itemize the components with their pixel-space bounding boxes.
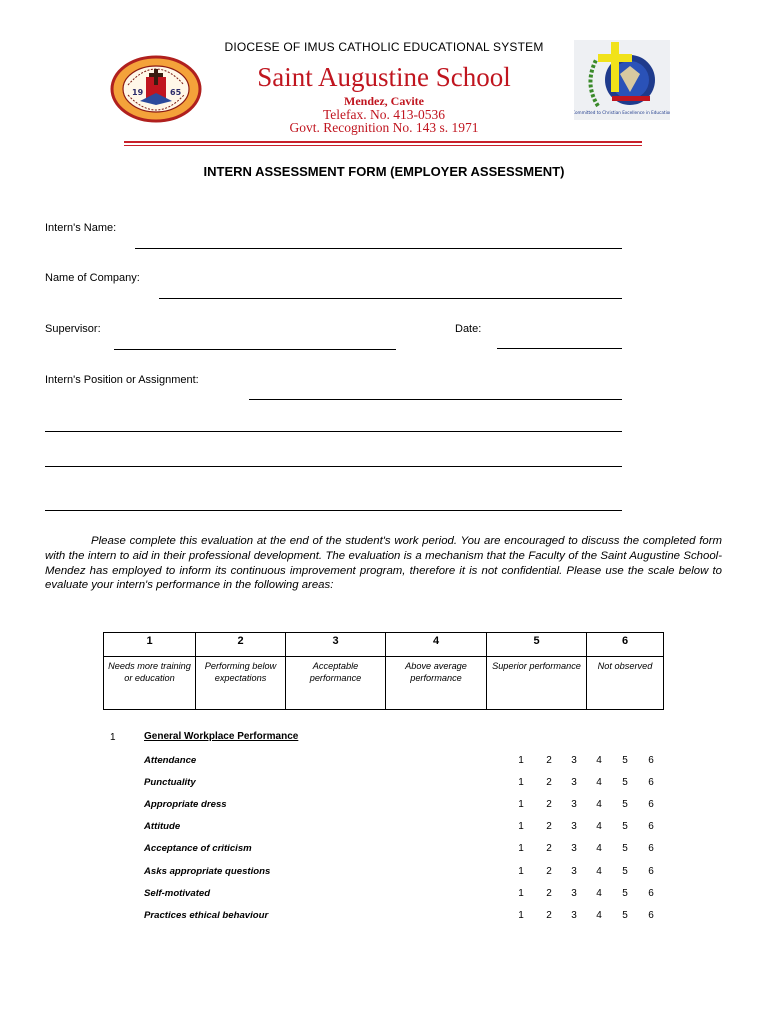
position-line-4[interactable] [45,510,622,511]
scale-number: 6 [587,633,664,657]
rating-option[interactable]: 5 [622,799,628,810]
scale-description-row [104,657,664,710]
rating-option[interactable]: 2 [546,866,552,877]
intern-name-label: Intern's Name: [45,222,117,234]
rating-option[interactable]: 1 [518,799,524,810]
rating-option[interactable]: 4 [596,888,602,899]
rating-option[interactable]: 5 [622,888,628,899]
header-divider [124,141,642,143]
rating-scale-table [103,632,664,710]
rating-option[interactable]: 6 [648,843,654,854]
rating-option[interactable]: 3 [571,888,577,899]
rating-option[interactable]: 6 [648,821,654,832]
rating-option[interactable]: 5 [622,866,628,877]
rating-option[interactable]: 6 [648,799,654,810]
intern-name-line[interactable] [135,248,622,249]
rating-option[interactable]: 4 [596,843,602,854]
rating-option[interactable]: 2 [546,910,552,921]
criterion-label: Attitude [144,821,181,832]
position-line-3[interactable] [45,466,622,467]
rating-option[interactable]: 2 [546,821,552,832]
rating-option[interactable]: 4 [596,821,602,832]
rating-option[interactable]: 3 [571,777,577,788]
rating-option[interactable]: 6 [648,888,654,899]
rating-option[interactable]: 3 [571,755,577,766]
scale-number: 1 [104,633,196,657]
rating-option[interactable]: 5 [622,821,628,832]
seal-year-left: 19 [132,88,144,97]
rating-option[interactable]: 5 [622,755,628,766]
rating-option[interactable]: 1 [518,866,524,877]
rating-option[interactable]: 1 [518,777,524,788]
school-recognition: Govt. Recognition No. 143 s. 1971 [289,120,479,135]
diocese-heading: DIOCESE OF IMUS CATHOLIC EDUCATIONAL SYSTEM [224,40,544,54]
badge-caption: Committed to Christian Excellence in Education [574,110,670,115]
rating-option[interactable]: 3 [571,799,577,810]
school-telefax: Telefax. No. 413-0536 [322,107,446,122]
rating-option[interactable]: 6 [648,777,654,788]
rating-option[interactable]: 2 [546,755,552,766]
rating-option[interactable]: 1 [518,821,524,832]
seal-year-right: 65 [170,88,182,97]
header-divider-thin [124,145,642,146]
scale-number: 3 [286,633,386,657]
rating-option[interactable]: 4 [596,910,602,921]
rating-option[interactable]: 2 [546,799,552,810]
rating-option[interactable]: 3 [571,843,577,854]
rating-option[interactable]: 4 [596,755,602,766]
rating-option[interactable]: 2 [546,777,552,788]
scale-description: Superior performance [487,657,587,710]
rating-option[interactable]: 2 [546,843,552,854]
supervisor-label: Supervisor: [45,323,101,335]
school-town: Mendez, Cavite [344,94,424,108]
criterion-label: Appropriate dress [144,799,227,810]
school-name: Saint Augustine School [257,62,511,92]
rating-option[interactable]: 4 [596,866,602,877]
catholic-education-badge [574,40,670,120]
company-label: Name of Company: [45,272,140,284]
criterion-label: Self-motivated [144,888,211,899]
position-line[interactable] [249,399,622,400]
scale-description: Needs more training or education [104,657,196,710]
rating-option[interactable]: 6 [648,910,654,921]
scale-number-row [104,633,664,657]
rating-option[interactable]: 1 [518,910,524,921]
rating-option[interactable]: 3 [571,866,577,877]
rating-option[interactable]: 6 [648,866,654,877]
rating-option[interactable]: 1 [518,843,524,854]
rating-option[interactable]: 1 [518,888,524,899]
criterion-label: Asks appropriate questions [144,866,271,877]
rating-option[interactable]: 1 [518,755,524,766]
date-label: Date: [455,323,482,335]
scale-description: Acceptable performance [286,657,386,710]
scale-description: Performing below expectations [196,657,286,710]
rating-option[interactable]: 2 [546,888,552,899]
section-number: 1 [110,732,116,743]
instructions-paragraph: Please complete this evaluation at the end of the student's work period. You are encouraged to discuss the completed form with the intern to aid in their professional development. The evaluation is a mechanism that the Faculty of the Saint Augustine School-Mendez has employed to inform its continuous improvement program, therefore it is not confidential. Please use the scale below to evaluate your intern's performance in the following areas: [45,535,722,592]
scale-number: 5 [487,633,587,657]
rating-option[interactable]: 6 [648,755,654,766]
company-line[interactable] [159,298,622,299]
scale-number: 2 [196,633,286,657]
scale-description: Above average performance [386,657,487,710]
criterion-label: Practices ethical behaviour [144,910,269,921]
supervisor-line[interactable] [114,349,396,350]
date-line[interactable] [497,348,622,349]
position-label: Intern's Position or Assignment: [45,374,199,386]
criterion-label: Acceptance of criticism [144,843,252,854]
rating-option[interactable]: 4 [596,777,602,788]
form-title: INTERN ASSESSMENT FORM (EMPLOYER ASSESSMENT) [203,164,565,179]
rating-option[interactable]: 4 [596,799,602,810]
scale-number: 4 [386,633,487,657]
scale-description: Not observed [587,657,664,710]
section-title: General Workplace Performance [144,731,299,742]
rating-option[interactable]: 3 [571,910,577,921]
criterion-label: Attendance [144,755,197,766]
rating-option[interactable]: 5 [622,910,628,921]
position-line-2[interactable] [45,431,622,432]
rating-option[interactable]: 5 [622,843,628,854]
criterion-label: Punctuality [144,777,196,788]
school-seal-logo [110,55,202,123]
rating-option[interactable]: 3 [571,821,577,832]
rating-option[interactable]: 5 [622,777,628,788]
